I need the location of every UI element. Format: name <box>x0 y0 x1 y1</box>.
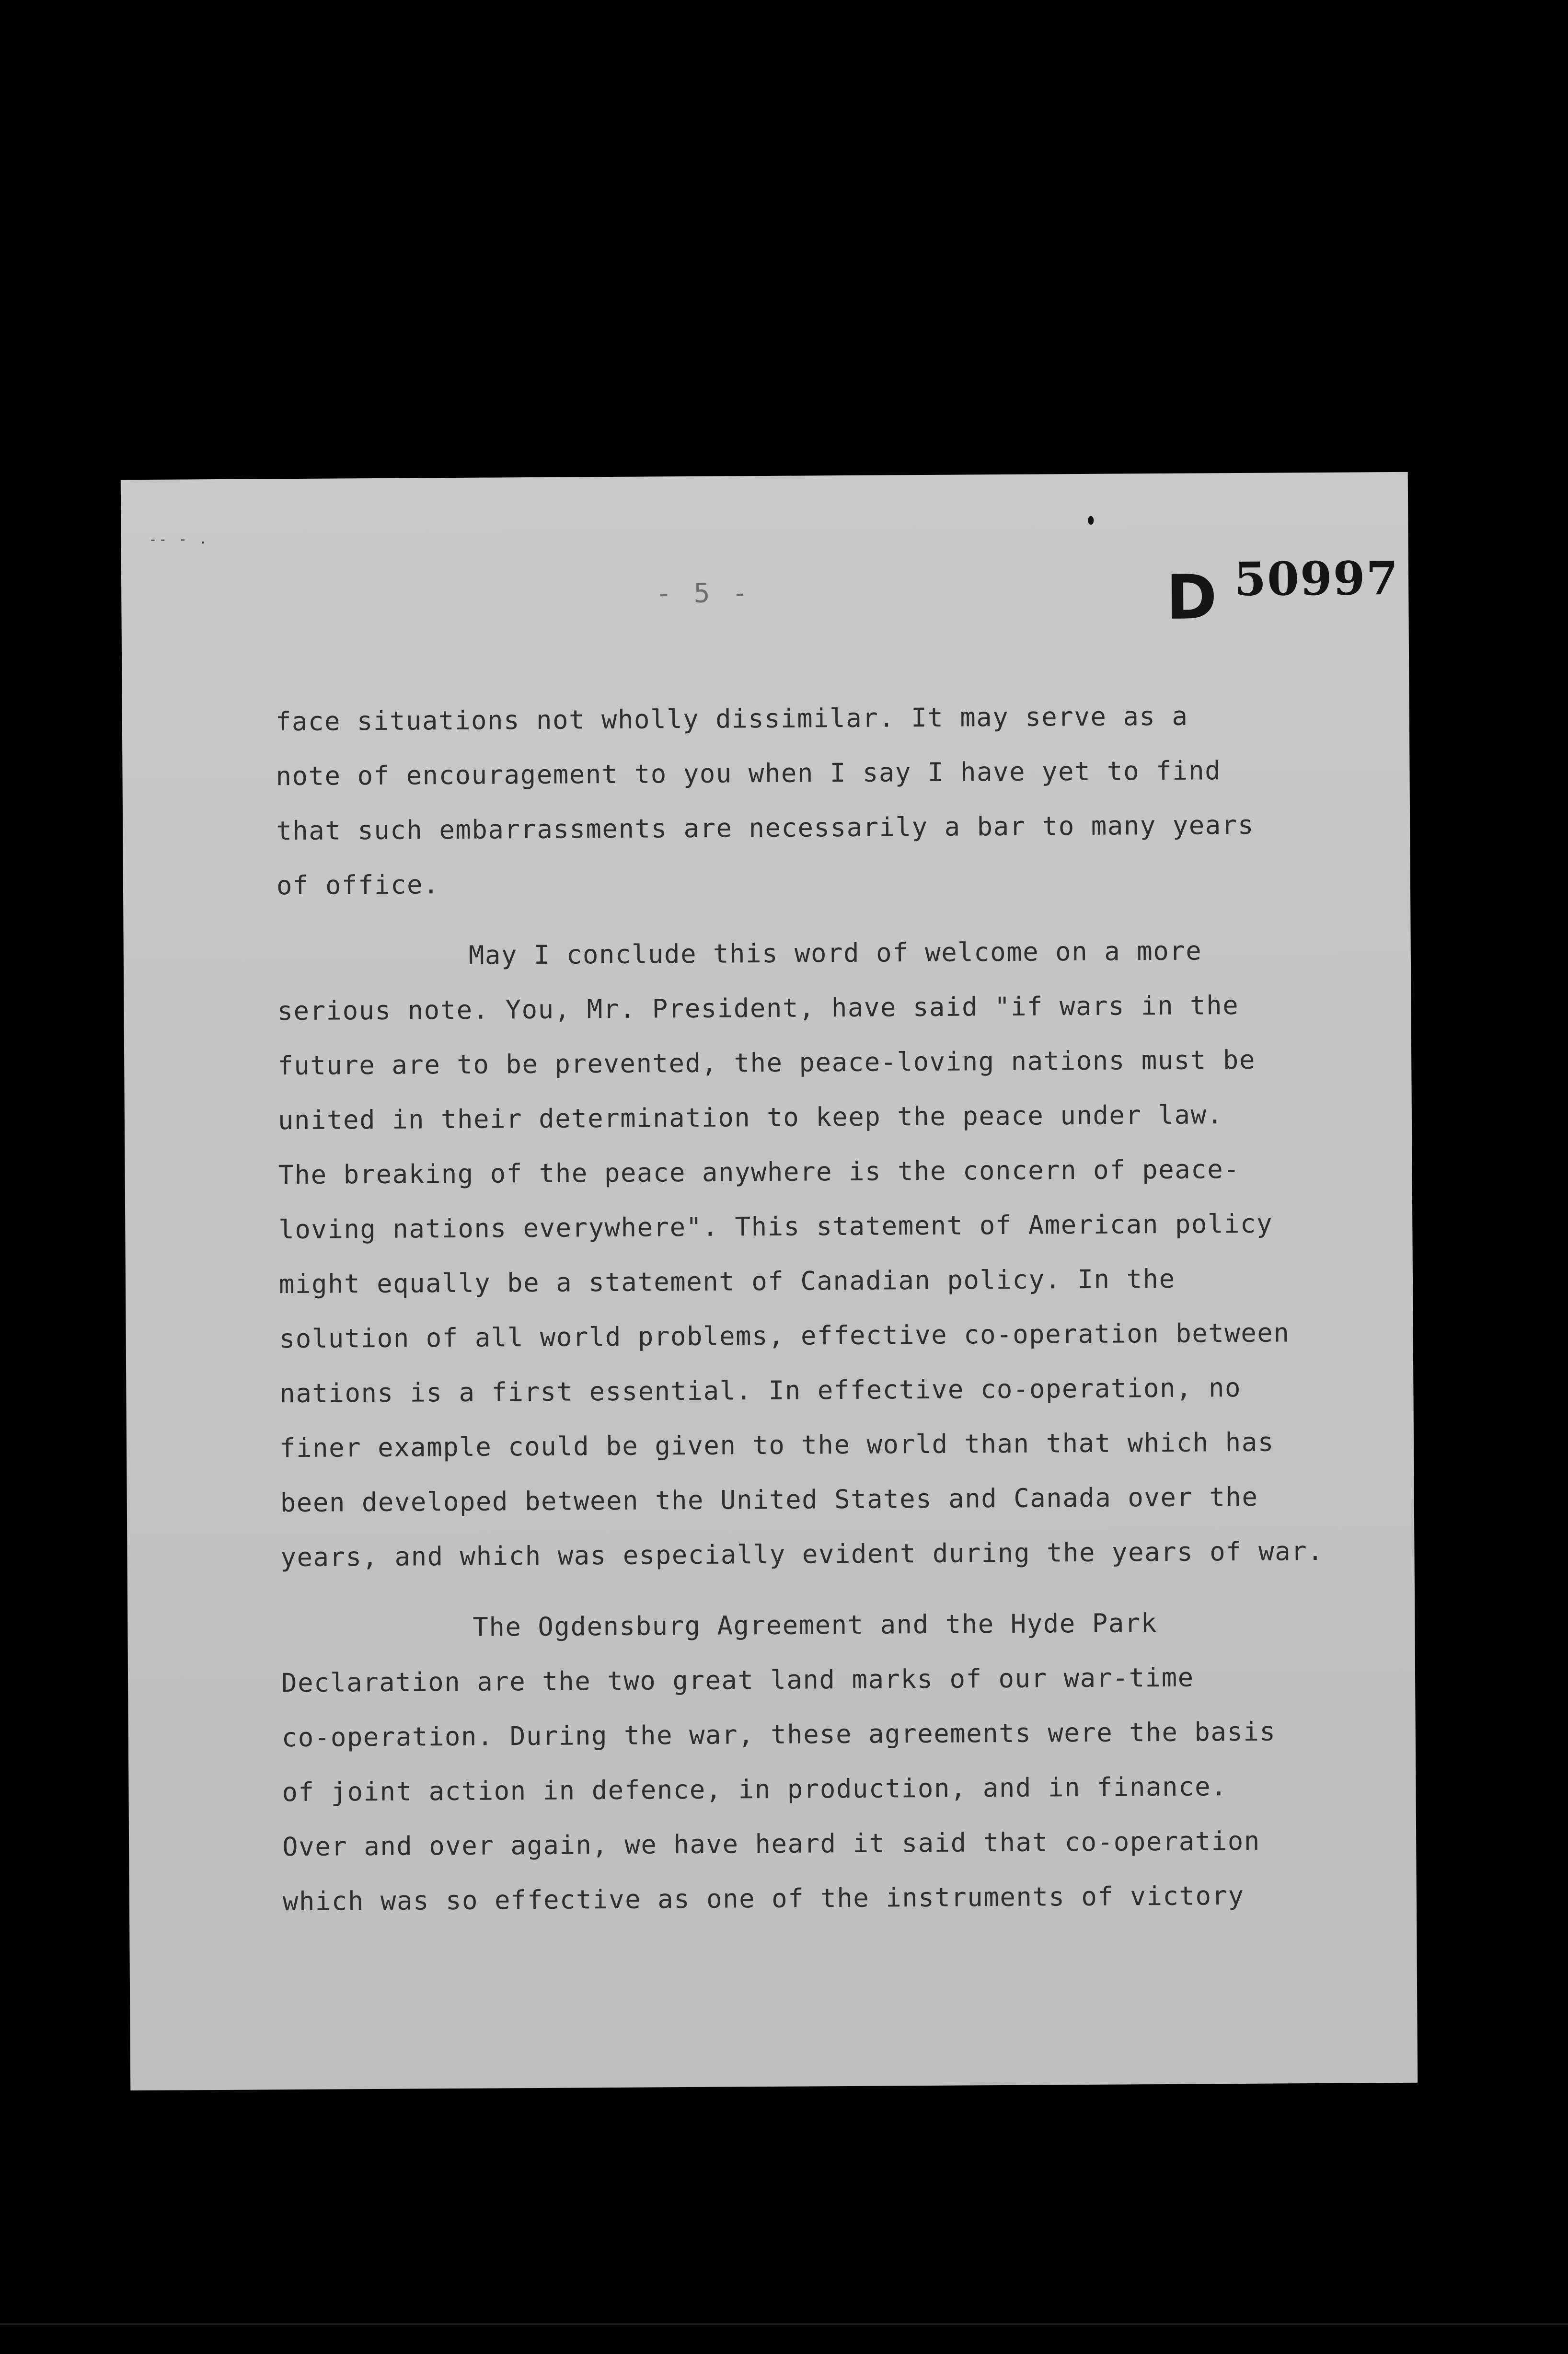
ink-dot <box>1088 516 1094 525</box>
text-line: May I conclude this word of welcome on a more <box>468 935 1202 970</box>
text-line: co-operation. During the war, these agreements were the basis <box>281 1716 1276 1753</box>
text-line: that such embarrassments are necessarily a bar to many years <box>276 809 1255 846</box>
document-id-number: 50997 <box>1234 551 1399 607</box>
text-line: united in their determination to keep the peace under law. <box>277 1099 1223 1136</box>
document-page <box>121 472 1418 2090</box>
corner-marks: -- - . <box>149 531 209 547</box>
text-line: of joint action in defence, in production, and in finance. <box>282 1771 1228 1808</box>
text-line: loving nations everywhere". This statement of American policy <box>278 1208 1273 1245</box>
text-line: which was so effective as one of the instruments of victory <box>282 1880 1245 1917</box>
text-line: serious note. You, Mr. President, have said "if wars in the <box>277 990 1239 1027</box>
text-line: years, and which was especially evident during the years of war. <box>280 1535 1324 1573</box>
text-line: Over and over again, we have heard it said that co-operation <box>282 1825 1261 1862</box>
body-text <box>275 688 1324 1929</box>
text-line: future are to be prevented, the peace-loving nations must be <box>277 1044 1256 1081</box>
text-line: The Ogdensburg Agreement and the Hyde Park <box>473 1608 1158 1642</box>
paragraph-3 <box>281 1595 1299 1929</box>
text-line: might equally be a statement of Canadian policy. In the <box>278 1263 1176 1300</box>
paragraph-1 <box>276 688 1293 913</box>
page-number: - 5 - <box>656 577 751 610</box>
scanner-edge-band <box>0 2323 1568 2325</box>
paragraph-2 <box>277 923 1324 1585</box>
document-id-stamp <box>1165 551 1399 634</box>
text-line: been developed between the United States and Canada over the <box>280 1481 1258 1518</box>
text-line: face situations not wholly dissimilar. It may serve as a <box>275 701 1188 737</box>
document-id-letter: D <box>1165 562 1218 634</box>
text-line: Declaration are the two great land marks of our war-time <box>281 1662 1194 1698</box>
text-line: finer example could be given to the world than that which has <box>279 1427 1274 1464</box>
text-line: solution of all world problems, effective co-operation between <box>279 1317 1290 1354</box>
text-line: of office. <box>276 869 440 901</box>
text-line: The breaking of the peace anywhere is the concern of peace- <box>278 1154 1240 1190</box>
text-line: note of encouragement to you when I say I have yet to find <box>276 755 1222 792</box>
text-line: nations is a first essential. In effective co-operation, no <box>279 1372 1242 1409</box>
